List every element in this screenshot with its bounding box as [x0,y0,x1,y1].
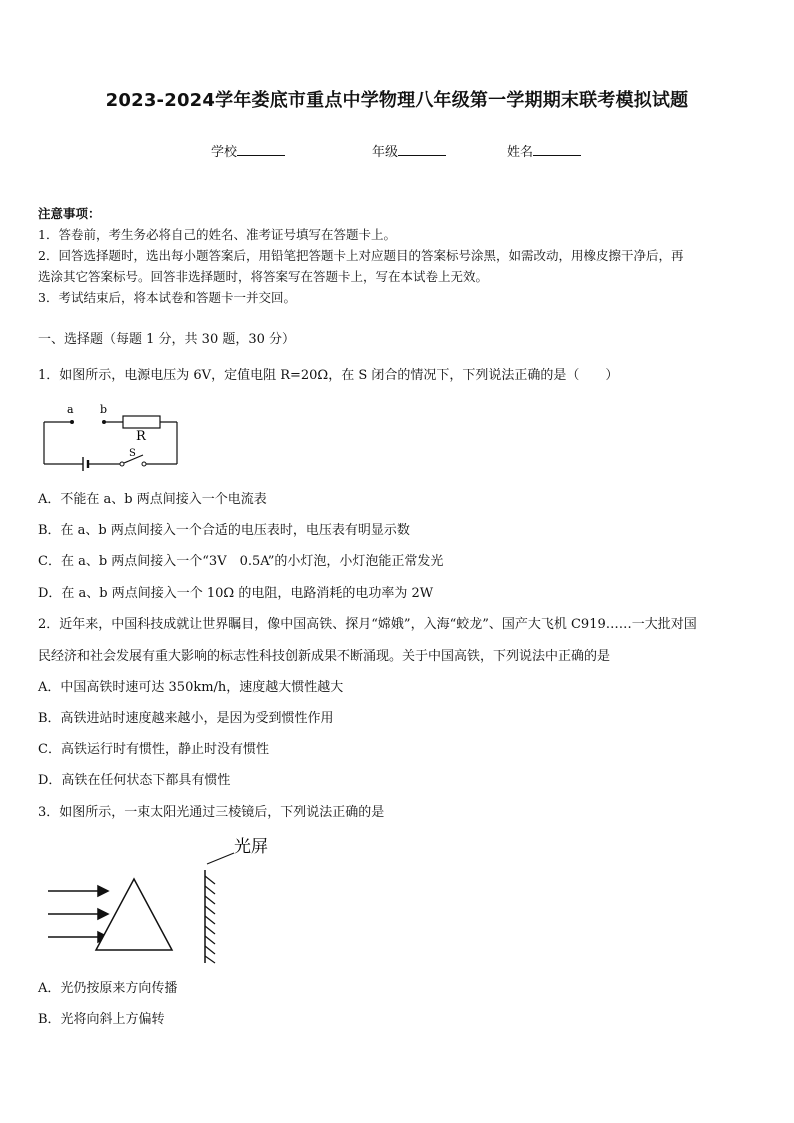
name-blank [533,143,581,156]
notes-block [38,203,683,308]
question-3-option-a: A．光仍按原来方向传播 [38,981,178,996]
note-item: 3．考试结束后，将本试卷和答题卡一并交回。 [38,290,296,305]
page-title: 2023-2024学年娄底市重点中学物理八年级第一学期期末联考模拟试题 [105,90,689,111]
name-field [507,141,581,160]
label-a: a [67,403,74,416]
name-label: 姓名 [507,145,534,160]
label-R: R [136,429,146,444]
switch-contact [120,462,124,466]
grade-field [372,141,446,160]
note-item: 1．答卷前，考生务必将自己的姓名、准考证号填写在答题卡上。 [38,227,396,242]
question-3-stem: 3．如图所示，一束太阳光通过三棱镜后，下列说法正确的是 [38,805,385,820]
question-2-option-a: A．中国高铁时速可达 350km/h，速度越大惯性越大 [38,680,344,695]
question-2-option-c: C．高铁运行时有惯性，静止时没有惯性 [38,742,269,757]
terminal-a-dot [70,420,74,424]
circuit-diagram [38,400,188,472]
question-1-option-c: C．在 a、b 两点间接入一个“3V 0.5A”的小灯泡，小灯泡能正常发光 [38,554,444,569]
screen-hatching [205,876,215,963]
switch-contact [142,462,146,466]
question-1-option-b: B．在 a、b 两点间接入一个合适的电压表时，电压表有明显示数 [38,523,410,538]
question-1-stem: 1．如图所示，电源电压为 6V，定值电阻 R=20Ω，在 S 闭合的情况下，下列说法正确的是（ ） [38,368,619,383]
school-field [211,141,285,160]
prism-diagram [40,830,280,968]
question-2-option-b: B．高铁进站时速度越来越小，是因为受到惯性作用 [38,711,334,726]
label-b: b [100,403,108,416]
question-2-stem-line2: 民经济和社会发展有重大影响的标志性科技创新成果不断涌现。关于中国高铁，下列说法中正确的是 [38,649,611,664]
grade-blank [398,143,446,156]
label-S: S [129,448,136,459]
notes-heading: 注意事项： [38,206,101,221]
note-item: 选涂其它答案标号。回答非选择题时，将答案写在答题卡上，写在本试卷上无效。 [38,269,489,284]
terminal-b-dot [102,420,106,424]
question-3-option-b: B．光将向斜上方偏转 [38,1012,165,1027]
section-heading: 一、选择题（每题 1 分，共 30 题，30 分） [38,332,296,347]
school-blank [237,143,285,156]
question-2-stem-line1: 2．近年来，中国科技成就让世界瞩目，像中国高铁、探月“嫦娥”，入海“蛟龙”、国产大飞机 C919……一大批对国 [38,617,697,632]
school-label: 学校 [211,145,238,160]
question-2-option-d: D．高铁在任何状态下都具有惯性 [38,773,231,788]
note-item: 2．回答选择题时，选出每小题答案后，用铅笔把答题卡上对应题目的答案标号涂黑，如需改动，用橡皮擦干净后，再 [38,248,684,263]
grade-label: 年级 [372,145,399,160]
ray-arrow [98,886,108,896]
question-1-option-a: A．不能在 a、b 两点间接入一个电流表 [38,492,267,507]
ray-arrow [98,909,108,919]
screen-label: 光屏 [234,837,268,857]
screen-label-pointer [207,853,234,864]
question-1-option-d: D．在 a、b 两点间接入一个 10Ω 的电阻，电路消耗的电功率为 2W [38,586,434,601]
